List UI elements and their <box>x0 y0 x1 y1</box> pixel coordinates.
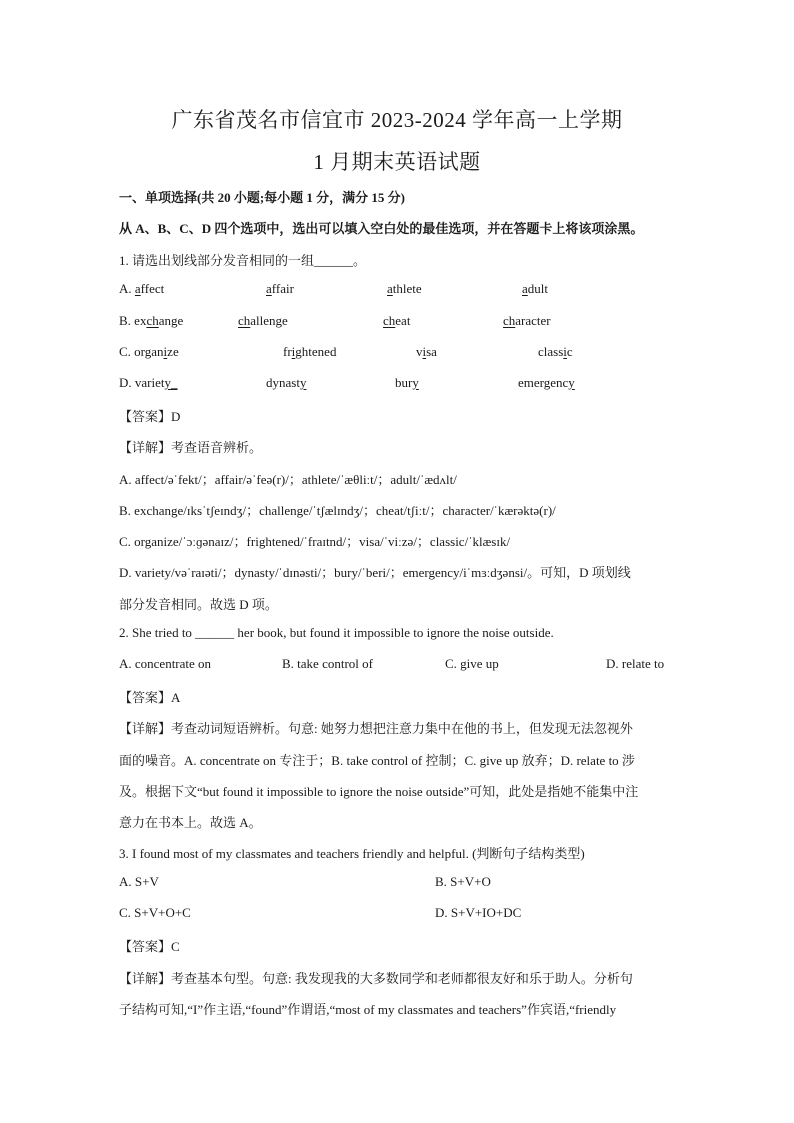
question-1-detail-d-line-1: D. variety/vəˈraɪəti/；dynasty/ˈdɪnəsti/；bury/ˈberi/；emergency/iˈmɜːdʒənsi/。可知，D 项划线 <box>119 565 631 580</box>
q3-option-c: C. S+V+O+C <box>119 905 191 920</box>
title-line-2: 1 月期末英语试题 <box>313 150 481 174</box>
question-1-detail-head: 【详解】考查语音辨析。 <box>119 440 263 455</box>
q2-option-c: C. give up <box>445 656 499 671</box>
q3-option-a: A. S+V <box>119 874 159 889</box>
q1-option-c-word-1: C. organize <box>119 344 179 359</box>
q1-option-d-word-1: D. variety_ <box>119 375 178 390</box>
question-1-answer: 【答案】D <box>119 409 181 424</box>
question-2-stem: 2. She tried to ______ her book, but found it impossible to ignore the noise outside. <box>119 625 554 640</box>
q1-option-a-word-3: athlete <box>387 281 422 296</box>
question-1-stem: 1. 请选出划线部分发音相同的一组______。 <box>119 253 367 268</box>
q1-option-d-word-2: dynasty <box>266 375 307 390</box>
q1-option-a-word-2: affair <box>266 281 294 296</box>
q2-option-b: B. take control of <box>282 656 373 671</box>
question-3-stem: 3. I found most of my classmates and teachers friendly and helpful. (判断句子结构类型) <box>119 846 585 861</box>
question-2-detail-line-3: 及。根据下文“but found it impossible to ignore the noise outside”可知，此处是指她不能集中注 <box>119 784 639 799</box>
section-heading: 一、单项选择(共 20 小题;每小题 1 分，满分 15 分) <box>119 190 405 205</box>
question-2-detail-line-2: 面的噪音。A. concentrate on 专注于；B. take control of 控制；C. give up 放弃；D. relate to 涉 <box>119 753 635 768</box>
q2-option-d: D. relate to <box>606 656 665 671</box>
question-2-detail-line-1: 【详解】考查动词短语辨析。句意: 她努力想把注意力集中在他的书上，但发现无法忽视外 <box>119 721 633 736</box>
q1-option-a-word-4: adult <box>522 281 549 296</box>
question-2-answer: 【答案】A <box>119 690 181 705</box>
title-line-1: 广东省茂名市信宜市 2023-2024 学年高一上学期 <box>171 108 623 132</box>
question-3-detail-line-1: 【详解】考查基本句型。句意: 我发现我的大多数同学和老师都很友好和乐于助人。分析句 <box>119 971 633 986</box>
q1-option-b-word-2: challenge <box>238 313 288 328</box>
question-3-answer: 【答案】C <box>119 939 180 954</box>
question-1-detail-d-line-2: 部分发音相同。故选 D 项。 <box>119 597 278 612</box>
q1-option-c-word-3: visa <box>416 344 437 359</box>
section-instruction: 从 A、B、C、D 四个选项中，选出可以填入空白处的最佳选项，并在答题卡上将该项涂黑。 <box>119 221 644 236</box>
question-1-detail-b: B. exchange/ɪksˈtʃeɪndʒ/；challenge/ˈtʃælɪndʒ/；cheat/tʃiːt/；character/ˈkærəktə(r)/ <box>119 503 556 518</box>
q1-option-d-word-3: bury <box>395 375 419 390</box>
q3-option-b: B. S+V+O <box>435 874 491 889</box>
question-2-detail-line-4: 意力在书本上。故选 A。 <box>119 815 262 830</box>
q2-option-a: A. concentrate on <box>119 656 212 671</box>
q3-option-d: D. S+V+IO+DC <box>435 905 522 920</box>
q1-option-c-word-4: classic <box>538 344 573 359</box>
question-3-detail-line-2: 子结构可知,“I”作主语,“found”作谓语,“most of my classmates and teachers”作宾语,“friendly <box>119 1002 617 1017</box>
question-1-detail-a: A. affect/əˈfekt/；affair/əˈfeə(r)/；athlete/ˈæθliːt/；adult/ˈædʌlt/ <box>119 472 457 487</box>
q1-option-b-word-4: character <box>503 313 551 328</box>
question-1-detail-c: C. organize/ˈɔːɡənaɪz/；frightened/ˈfraɪtnd/；visa/ˈviːzə/；classic/ˈklæsɪk/ <box>119 534 511 549</box>
q1-option-a-word-1: A. affect <box>119 281 165 296</box>
q1-option-b-word-3: cheat <box>383 313 411 328</box>
q1-option-c-word-2: frightened <box>283 344 337 359</box>
q1-option-b-word-1: B. exchange <box>119 313 184 328</box>
q1-option-d-word-4: emergency <box>518 375 575 390</box>
